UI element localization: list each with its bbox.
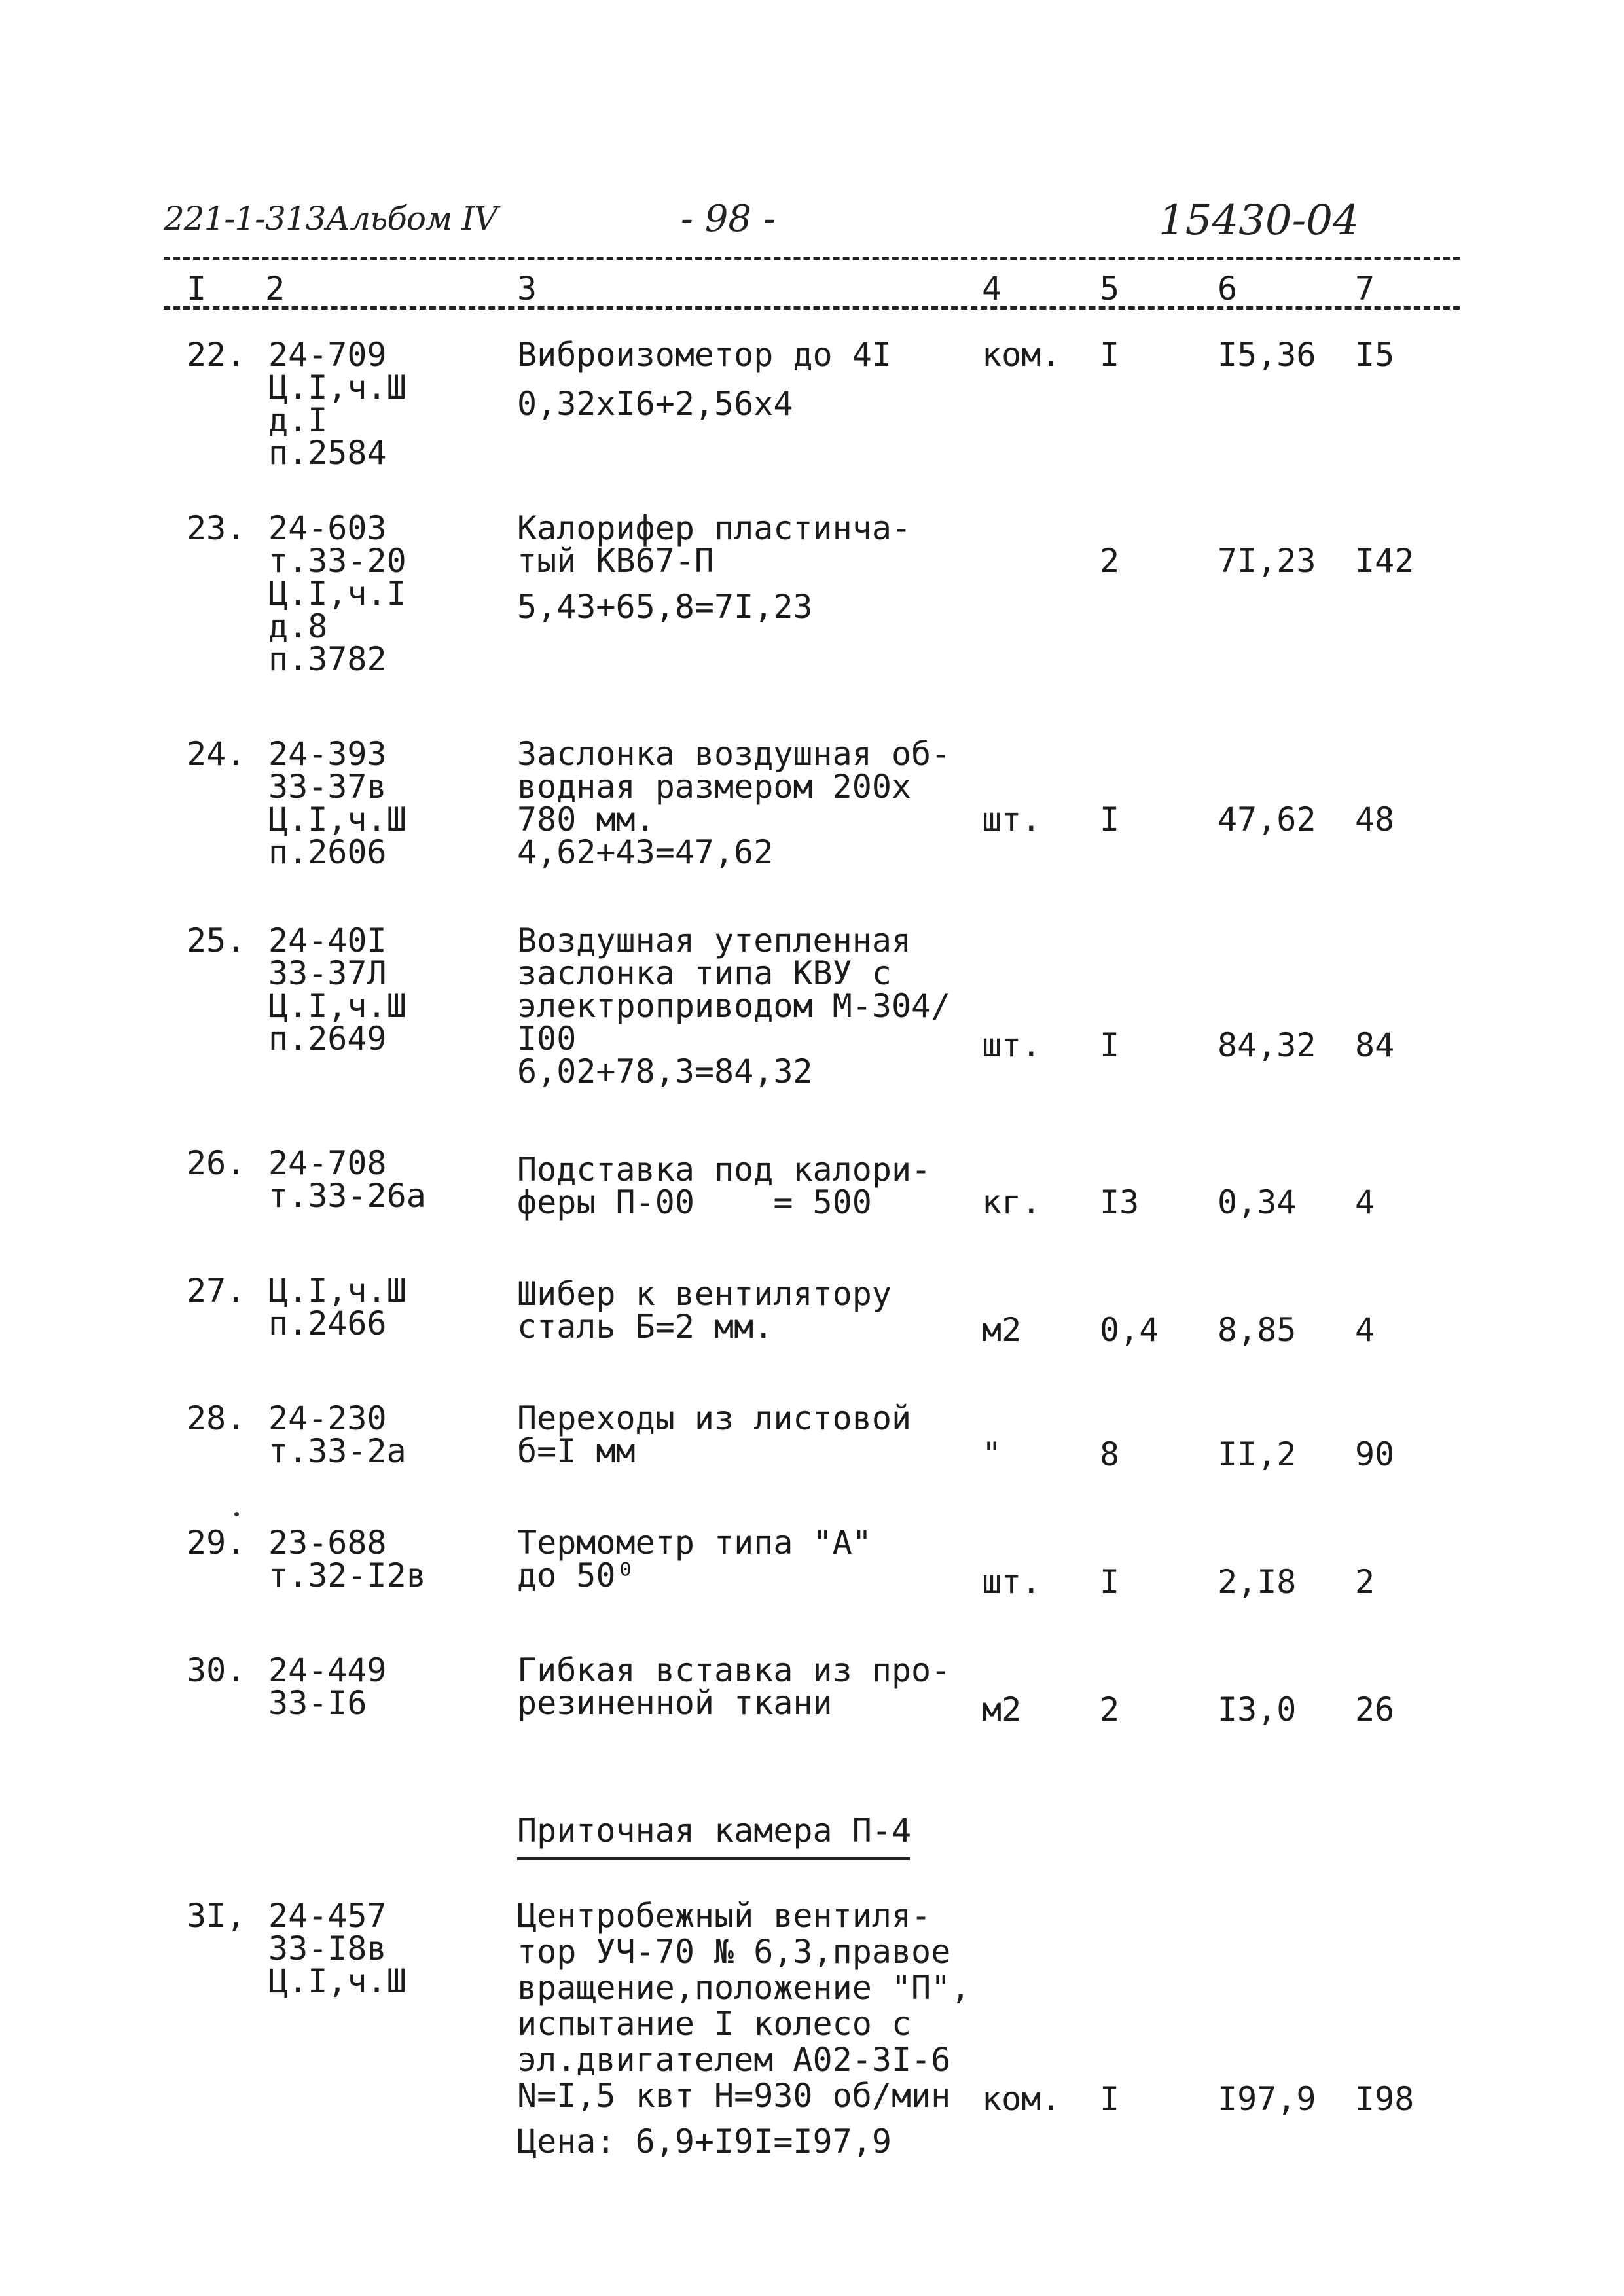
row-code-line: 33-37в — [268, 768, 387, 806]
column-number-7: 7 — [1355, 270, 1375, 308]
row-description-line: Заслонка воздушная об- — [517, 735, 951, 773]
row-quantity: 2 — [1100, 1691, 1120, 1729]
row-code-line: п.2466 — [268, 1304, 387, 1342]
row-unit-price: I3,0 — [1218, 1691, 1297, 1729]
row-quantity: I — [1100, 800, 1120, 838]
column-number-dashed-rule — [164, 306, 1460, 310]
row-total: 84 — [1355, 1026, 1395, 1064]
row-unit: ком. — [982, 336, 1061, 374]
row-description-line: 6,02+78,3=84,32 — [517, 1052, 813, 1090]
row-number: 26. — [187, 1144, 246, 1182]
row-number: 27. — [187, 1272, 246, 1310]
row-code-line: 33-I6 — [268, 1684, 367, 1722]
row-calculation-line: 5,43+65,8=7I,23 — [517, 588, 813, 626]
row-code-line: п.2584 — [268, 434, 387, 472]
section-heading-underline — [517, 1857, 910, 1860]
row-description-line: Подставка под калори- — [517, 1151, 931, 1189]
row-unit: м2 — [982, 1691, 1022, 1729]
row-unit-price: 2,I8 — [1218, 1563, 1297, 1601]
row-code-line: д.8 — [268, 607, 328, 645]
row-description-line: испытание I колесо с — [517, 2005, 912, 2043]
row-unit: шт. — [982, 800, 1041, 838]
row-code-line: 33-I8в — [268, 1929, 387, 1967]
column-number-4: 4 — [982, 270, 1002, 308]
row-description-line: I00 — [517, 1020, 577, 1058]
row-description-line: сталь Б=2 мм. — [517, 1308, 774, 1346]
row-code-line: Ц.I,ч.Ш — [268, 1962, 406, 2000]
row-description-line: водная размером 200х — [517, 768, 912, 806]
row-description-line: резиненной ткани — [517, 1684, 833, 1722]
row-code-line: Ц.I,ч.I — [268, 575, 406, 613]
row-description-line: феры П-00 = 500 — [517, 1183, 872, 1221]
row-description-line: Термометр типа "А" — [517, 1524, 872, 1562]
row-unit: кг. — [982, 1183, 1041, 1221]
row-number: 23. — [187, 509, 246, 547]
page-number: - 98 - — [681, 198, 776, 240]
row-code-line: Ц.I,ч.Ш — [268, 987, 406, 1025]
row-code-line: 24-230 — [268, 1399, 387, 1437]
row-code-line: 24-393 — [268, 735, 387, 773]
row-quantity: I — [1100, 2080, 1120, 2118]
row-description-line: Виброизометор до 4I — [517, 336, 892, 374]
row-description-line: до 50⁰ — [517, 1556, 636, 1594]
row-description-line: Шибер к вентилятору — [517, 1275, 892, 1313]
row-quantity: I — [1100, 336, 1120, 374]
row-total: I5 — [1355, 336, 1395, 374]
row-code-line: 24-449 — [268, 1651, 387, 1689]
row-total: I42 — [1355, 542, 1415, 580]
row-code-line: 23-688 — [268, 1524, 387, 1562]
row-code-line: Ц.I,ч.Ш — [268, 1272, 406, 1310]
row-description-line: Калорифер пластинча- — [517, 509, 912, 547]
row-code-line: Ц.I,ч.Ш — [268, 368, 406, 406]
row-number: 30. — [187, 1651, 246, 1689]
inventory-number-handwritten: 15430-04 — [1159, 196, 1360, 245]
row-unit: м2 — [982, 1311, 1022, 1349]
row-unit-price: I97,9 — [1218, 2080, 1316, 2118]
row-number: 3I, — [187, 1897, 246, 1935]
row-unit-price: 47,62 — [1218, 800, 1316, 838]
row-total: I98 — [1355, 2080, 1415, 2118]
row-number: 22. — [187, 336, 246, 374]
row-quantity: 0,4 — [1100, 1311, 1159, 1349]
row-code-line: Ц.I,ч.Ш — [268, 800, 406, 838]
row-total: 48 — [1355, 800, 1395, 838]
scan-speck — [234, 1512, 239, 1516]
row-unit: шт. — [982, 1026, 1041, 1064]
row-description-line: 780 мм. — [517, 800, 655, 838]
row-unit-price: 8,85 — [1218, 1311, 1297, 1349]
row-unit-price: 0,34 — [1218, 1183, 1297, 1221]
row-code-line: 24-603 — [268, 509, 387, 547]
row-unit: шт. — [982, 1563, 1041, 1601]
row-unit-price: II,2 — [1218, 1435, 1297, 1473]
row-code-line: 24-40I — [268, 922, 387, 960]
row-unit: ком. — [982, 2080, 1061, 2118]
row-description-line: электроприводом М-304/ — [517, 987, 951, 1025]
row-code-line: д.I — [268, 401, 328, 439]
row-description-line: б=I мм — [517, 1432, 636, 1470]
row-code-line: п.3782 — [268, 640, 387, 678]
document-code-handwritten: 221-1-313Альбом IV — [164, 200, 497, 238]
row-calculation-line: 0,32хI6+2,56х4 — [517, 385, 793, 423]
row-description-line: Переходы из листовой — [517, 1399, 912, 1437]
row-code-line: 24-457 — [268, 1897, 387, 1935]
row-description-line: Центробежный вентиля- — [517, 1897, 931, 1935]
row-quantity: I3 — [1100, 1183, 1140, 1221]
row-total: 4 — [1355, 1311, 1375, 1349]
section-heading: Приточная камера П-4 — [517, 1812, 912, 1850]
column-number-1: I — [187, 270, 207, 308]
row-code-line: п.2649 — [268, 1020, 387, 1058]
row-unit-ditto: " — [982, 1435, 1002, 1473]
row-code-line: т.33-20 — [268, 542, 406, 580]
row-total: 2 — [1355, 1563, 1375, 1601]
row-code-line: т.32-I2в — [268, 1556, 426, 1594]
row-calculation-line: Цена: 6,9+I9I=I97,9 — [517, 2123, 892, 2161]
row-total: 26 — [1355, 1691, 1395, 1729]
row-total: 4 — [1355, 1183, 1375, 1221]
row-description-line: Воздушная утепленная — [517, 922, 912, 960]
row-quantity: 2 — [1100, 542, 1120, 580]
row-description-line: тор УЧ-70 № 6,3,правое — [517, 1933, 951, 1971]
row-description-line: вращение,положение "П", — [517, 1969, 971, 2007]
column-number-2: 2 — [265, 270, 285, 308]
row-code-line: 24-709 — [268, 336, 387, 374]
row-description-line: Гибкая вставка из про- — [517, 1651, 951, 1689]
row-description-line: эл.двигателем А02-3I-6 — [517, 2041, 951, 2079]
row-unit-price: 7I,23 — [1218, 542, 1316, 580]
row-number: 24. — [187, 735, 246, 773]
row-code-line: п.2606 — [268, 833, 387, 871]
row-description-line: 4,62+43=47,62 — [517, 833, 774, 871]
row-description-line: тый КВ67-П — [517, 542, 715, 580]
row-code-line: т.33-2а — [268, 1432, 406, 1470]
column-number-6: 6 — [1218, 270, 1238, 308]
row-number: 25. — [187, 922, 246, 960]
row-number: 28. — [187, 1399, 246, 1437]
row-code-line: т.33-26а — [268, 1177, 426, 1215]
row-number: 29. — [187, 1524, 246, 1562]
row-quantity: I — [1100, 1026, 1120, 1064]
row-quantity: I — [1100, 1563, 1120, 1601]
column-number-3: 3 — [517, 270, 537, 308]
row-unit-price: 84,32 — [1218, 1026, 1316, 1064]
row-unit-price: I5,36 — [1218, 336, 1316, 374]
row-quantity: 8 — [1100, 1435, 1120, 1473]
row-description-line: заслонка типа КВУ с — [517, 954, 892, 992]
column-number-5: 5 — [1100, 270, 1120, 308]
header-dashed-rule — [164, 257, 1460, 260]
row-total: 90 — [1355, 1435, 1395, 1473]
row-description-line: N=I,5 квт Н=930 об/мин — [517, 2077, 951, 2115]
row-code-line: 24-708 — [268, 1144, 387, 1182]
row-code-line: 33-37Л — [268, 954, 387, 992]
